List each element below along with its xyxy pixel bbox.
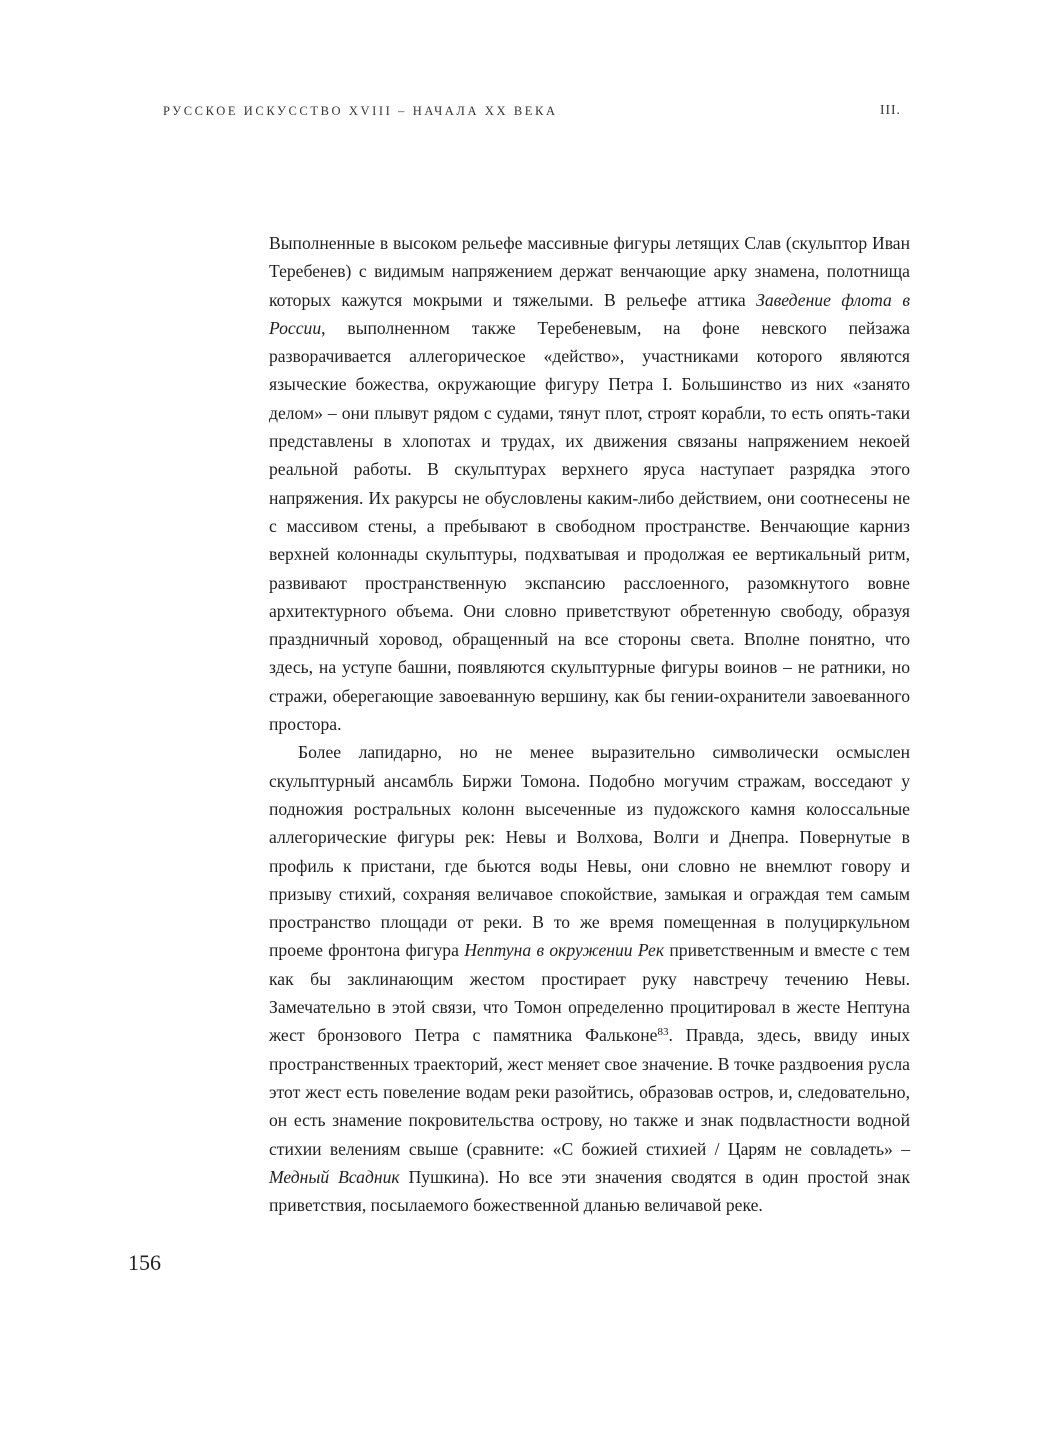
paragraph-text: Пушкина). Но все эти значения сводятся в один простой знак приветствия, посылаемого божественной дланью величавой реке. xyxy=(269,1166,910,1216)
body-text xyxy=(269,229,910,1219)
paragraph-2 xyxy=(269,738,910,1219)
italic-title: Заведение флота в России xyxy=(269,289,910,338)
paragraph-text: , выполненном также Теребеневым, на фоне невского пейзажа разворачивается аллегорическое «действо», участниками которого являются языческие божества, окружающие фигуру Петра I. Большинство из них «занято делом» – они плывут рядом с судами, тянут плот, строят корабли, то есть опять-таки представлены в хлопотах и трудах, их движения связаны напряжением некоей реальной работы. В скульптурах верхнего яруса наступает разрядка этого напряжения. Их ракурсы не обусловлены каким-либо действием, они соотнесены не с массивом стены, а пребывают в свободном пространстве. Венчающие карниз верхней колоннады скульптуры, подхватывая и продолжая ее вертикальный ритм, развивают пространственную экспансию расслоенного, разомкнутого вовне архитектурного объема. Они словно приветствуют обретенную свободу, образуя праздничный хоровод, обращенный на все стороны света. Вполне понятно, что здесь, на уступе башни, появляются скульптурные фигуры воинов – не ратники, но стражи, оберегающие завоеванную вершину, как бы гении-охранители завоеванного простора. xyxy=(269,317,910,735)
running-head-section-number: III. xyxy=(880,102,901,117)
paragraph-text: . Правда, здесь, ввиду иных пространственных траекторий, жест меняет свое значение. В точке раздвоения русла этот жест есть повеление водам реки разойтись, образовав остров, и, следовательно, он есть знамение покровительства острову, но также и знак подвластности водной стихии велениям свыше (сравните: «С божией стихией / Царям не совладеть» – xyxy=(269,1025,911,1159)
italic-title: Нептуна в окружении Рек xyxy=(464,940,665,961)
paragraph-text: приветственным и вместе с тем как бы заклинающим жестом простирает руку навстречу течению Невы. Замечательно в этой связи, что Томон определенно процитировал в жесте Нептуна жест бронзового Петра с памятника Фальконе xyxy=(269,940,910,1046)
footnote-reference[interactable]: 83 xyxy=(657,1026,669,1039)
paragraph-1 xyxy=(269,229,910,738)
page-number: 156 xyxy=(128,1250,161,1275)
paragraph-text: Выполненные в высоком рельефе массивные фигуры летящих Слав (скульптор Иван Теребенев) с видимым напряжением держат венчающие арку знамена, полотнища которых кажутся мокрыми и тяжелыми. В рельефе аттика xyxy=(269,233,910,310)
italic-title: Медный Всадник xyxy=(269,1166,400,1187)
running-head-title: РУССКОЕ ИСКУССТВО XVIII – НАЧАЛА XX ВЕКА xyxy=(163,104,558,118)
paragraph-text: Более лапидарно, но не менее выразительно символически осмыслен скульптурный ансамбль Биржи Томона. Подобно могучим стражам, восседают у подножия ростральных колонн высеченные из пудожского камня колоссальные аллегорические фигуры рек: Невы и Волхова, Волги и Днепра. Повернутые в профиль к пристани, где бьются воды Невы, они словно не внемлют говору и призыву стихий, сохраняя величавое спокойствие, замыкая и ограждая тем самым пространство площади от реки. В то же время помещенная в полуциркульном проеме фронтона фигура xyxy=(269,742,910,961)
